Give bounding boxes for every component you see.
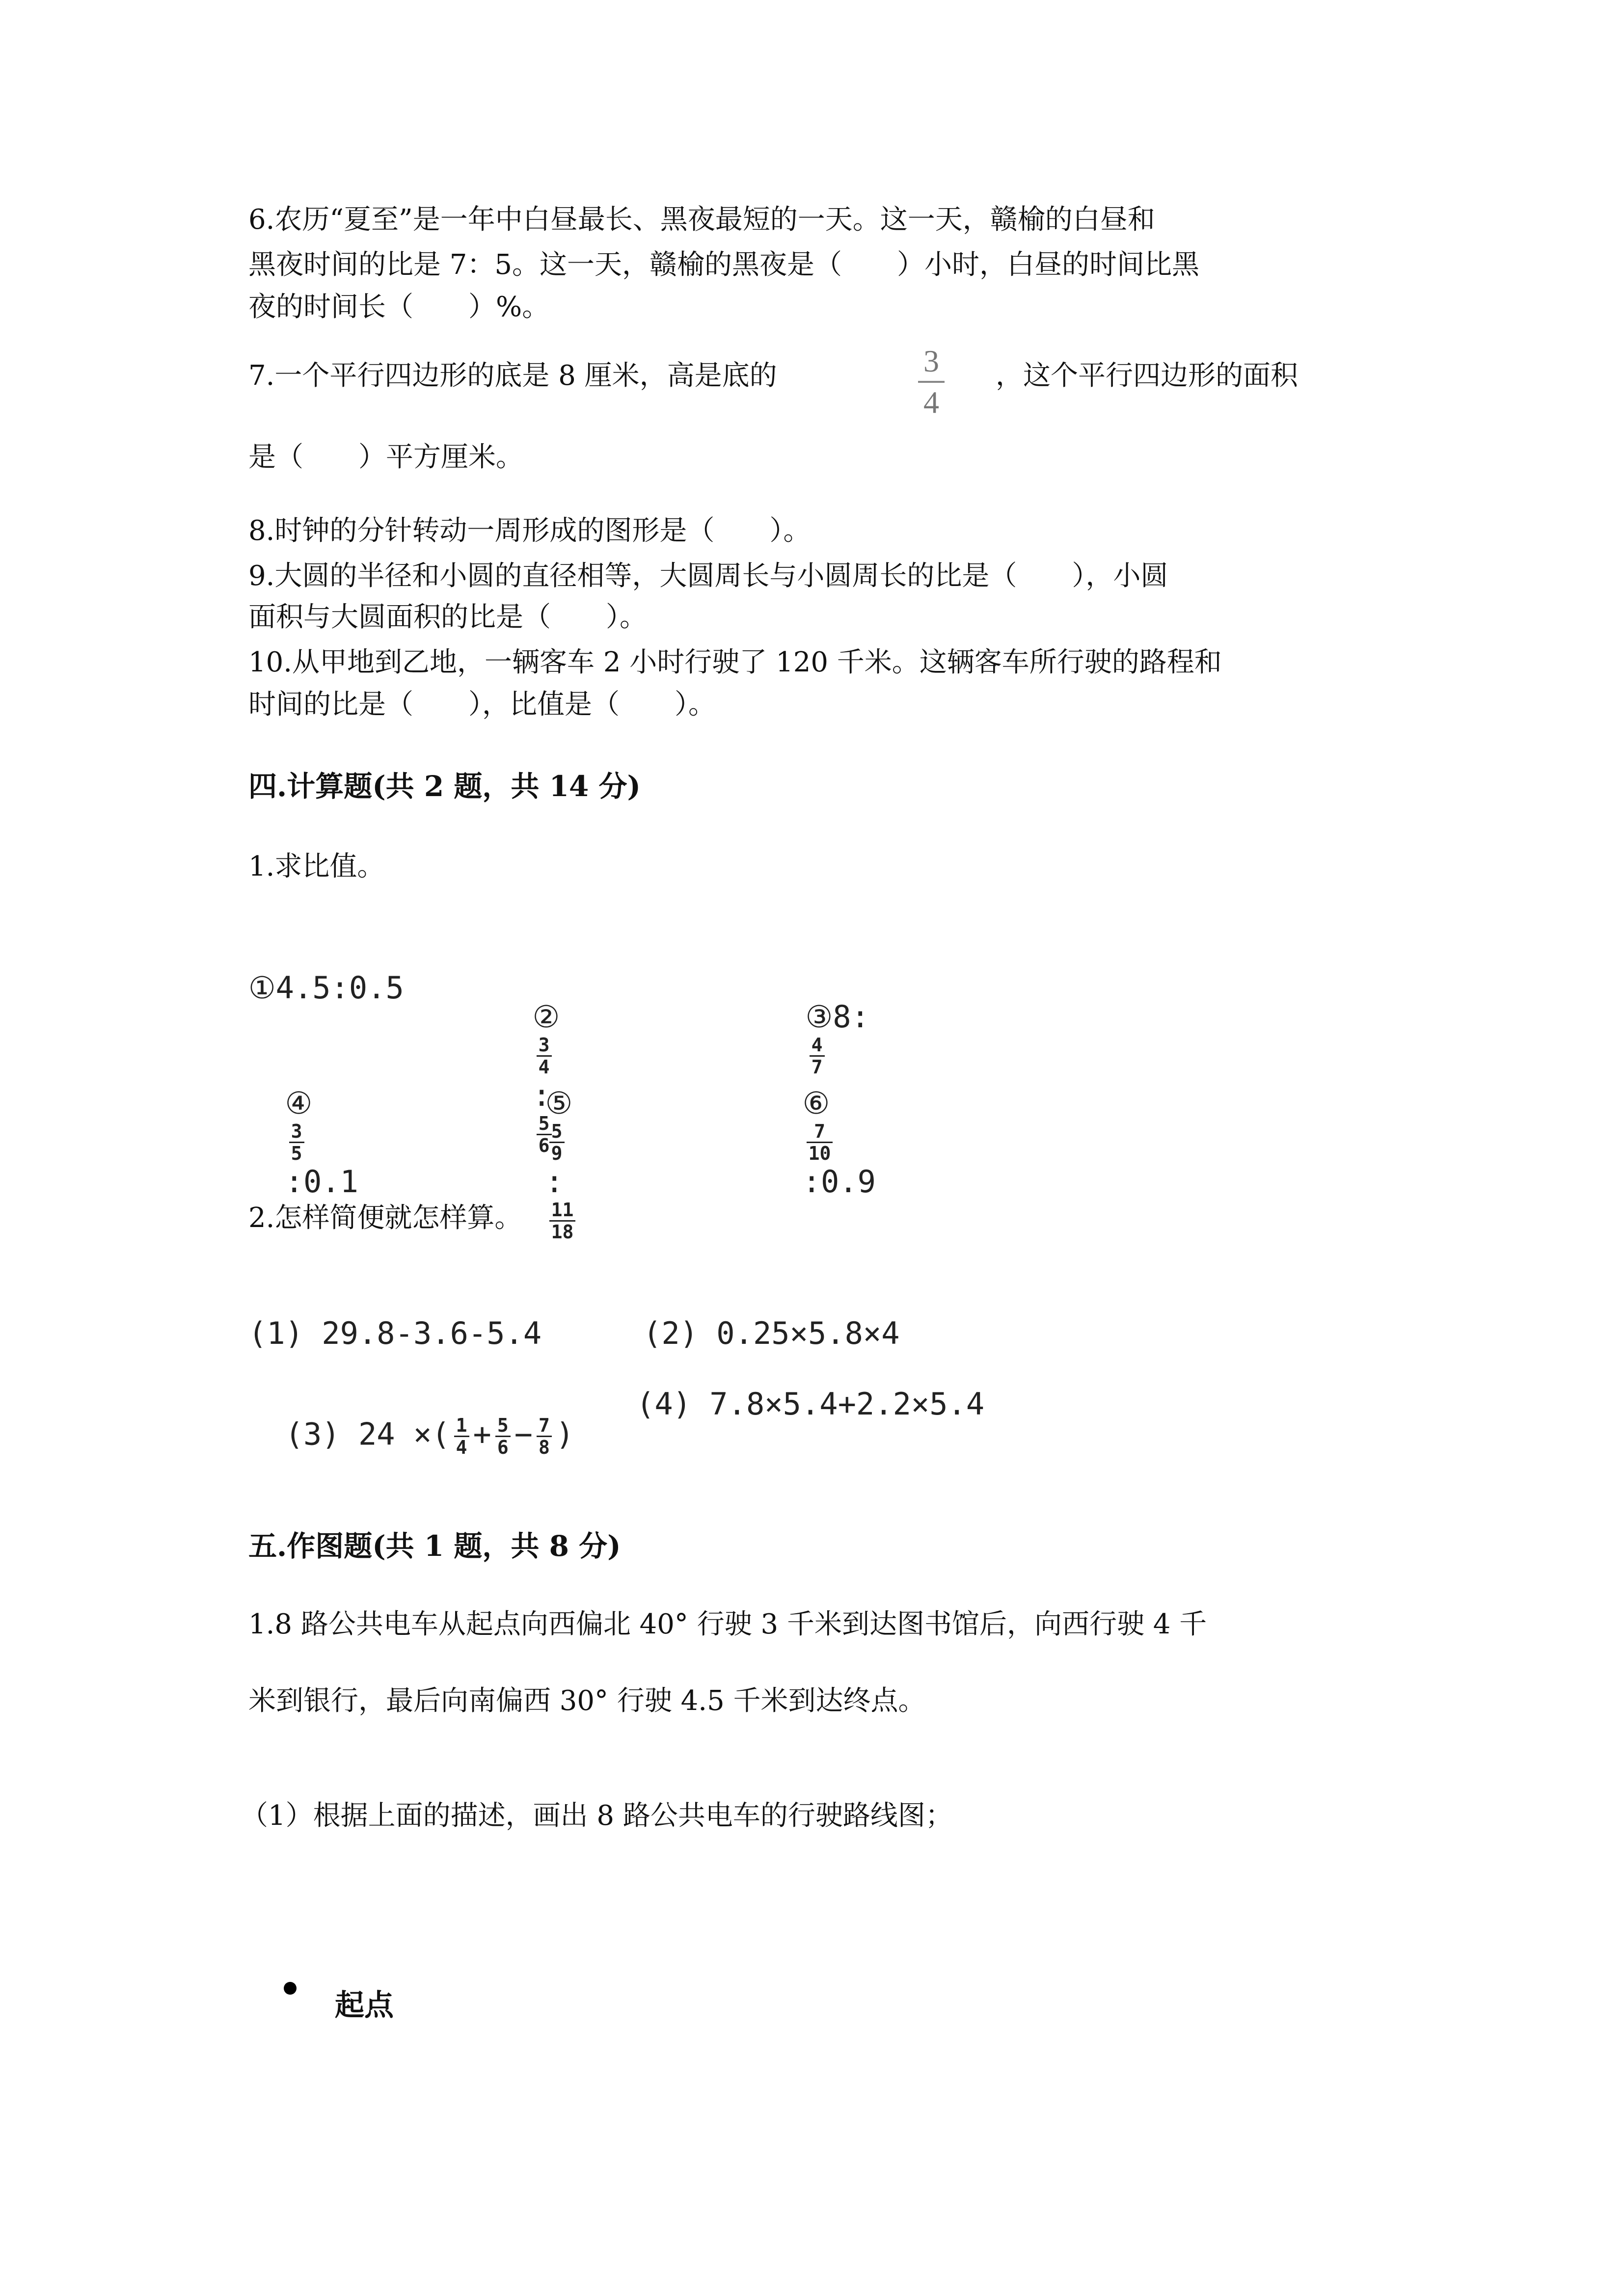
calc-3-fraction-1 [454,1415,469,1458]
q6-line-1: 6.农历“夏至”是一年中白昼最长、黑夜最短的一天。这一天，赣榆的白昼和 [248,204,1155,236]
ratio-4-fraction [289,1121,304,1164]
q7-fraction-bar [918,381,945,383]
ratio-4 [248,1049,358,1200]
section-5-sub-question-1: （1）根据上面的描述，画出 8 路公共电车的行驶路线图； [241,1800,953,1832]
numerator: 7 [539,1415,550,1436]
numerator: 3 [538,1034,550,1056]
numerator: 1 [456,1415,467,1436]
denominator: 6 [497,1437,509,1458]
denominator: 8 [539,1437,550,1458]
denominator: 5 [291,1143,302,1164]
start-point-label: 起点 [335,1988,394,2023]
numerator: 3 [291,1121,302,1142]
calc-3-prefix: (3) 24 ×( [285,1416,450,1452]
calc-3-fraction-3 [537,1415,552,1458]
denominator: 4 [456,1437,467,1458]
denominator: 7 [811,1056,823,1078]
ratio-4-rest: :0.1 [285,1164,358,1200]
q7-fraction [918,344,945,420]
q6-line-3: 夜的时间长（ ）%。 [248,291,550,323]
denominator: 6 [538,1135,550,1156]
denominator: 18 [551,1221,574,1243]
calc-1: (1) 29.8-3.6-5.4 [248,1315,542,1351]
q8-line: 8.时钟的分针转动一周形成的图形是（ ）。 [248,515,811,547]
ratio-4-label: ④ [285,1085,313,1121]
ratio-3-label: ③8: [805,999,869,1035]
ratio-6 [766,1049,876,1200]
ratio-5-separator: : [545,1164,564,1200]
q6-line-2: 黑夜时间的比是 7：5。这一天，赣榆的黑夜是（ ）小时，白昼的时间比黑 [248,249,1200,281]
numerator: 5 [538,1113,550,1134]
section-5-q1-line-2: 米到银行，最后向南偏西 30° 行驶 4.5 千米到达终点。 [248,1685,926,1717]
calc-3-fraction-2 [495,1415,511,1458]
denominator: 10 [808,1143,831,1164]
start-point-dot [284,1982,297,1995]
q10-line-2: 时间的比是（ ），比值是（ ）。 [248,689,716,721]
ratio-1: ①4.5:0.5 [248,970,404,1006]
ratio-2-separator: : [532,1077,551,1113]
calc-2: (2) 0.25×5.8×4 [643,1315,900,1351]
q9-line-1: 9.大圆的半径和小圆的直径相等，大圆周长与小圆周长的比是（ ），小圆 [248,560,1168,592]
ratio-6-fraction [807,1121,833,1164]
numerator: 7 [814,1121,825,1142]
denominator: 4 [538,1056,550,1078]
section-4-q1-title: 1.求比值。 [248,851,385,882]
ratio-6-rest: :0.9 [802,1164,876,1200]
q7-line-1a: 7.一个平行四边形的底是 8 厘米，高是底的 [248,360,777,392]
ratio-5-fraction-b [549,1200,576,1242]
denominator: 9 [551,1143,563,1164]
numerator: 4 [811,1034,823,1056]
q7-line-2: 是（ ）平方厘米。 [248,441,523,473]
calc-4: (4) 7.8×5.4+2.2×5.4 [636,1386,985,1422]
calc-3-operator-1: + [473,1416,491,1452]
q7-line-1b: ，这个平行四边形的面积 [996,360,1298,392]
ratio-5-fraction-a [549,1121,565,1164]
section-5-q1-line-1: 1.8 路公共电车从起点向西偏北 40° 行驶 3 千米到达图书馆后，向西行驶 4 千 [248,1608,1207,1640]
q10-line-1: 10.从甲地到乙地，一辆客车 2 小时行驶了 120 千米。这辆客车所行驶的路程和 [248,646,1222,678]
section-4-q2-title: 2.怎样简便就怎样算。 [248,1202,522,1234]
ratio-5-label: ⑤ [545,1085,573,1121]
q7-fraction-numerator: 3 [923,344,939,378]
ratio-6-label: ⑥ [802,1085,830,1121]
ratio-2-label: ② [532,999,560,1035]
calc-3-suffix: ) [555,1416,574,1452]
calc-3 [248,1379,574,1458]
q9-line-2: 面积与大圆面积的比是（ ）。 [248,601,647,633]
numerator: 5 [497,1415,509,1436]
section-4-heading: 四.计算题(共 2 题，共 14 分) [248,770,641,803]
calc-3-operator-2: − [514,1416,533,1452]
section-5-heading: 五.作图题(共 1 题，共 8 分) [248,1529,621,1563]
numerator: 5 [551,1121,563,1142]
q7-fraction-denominator: 4 [923,385,939,420]
numerator: 11 [551,1199,574,1221]
